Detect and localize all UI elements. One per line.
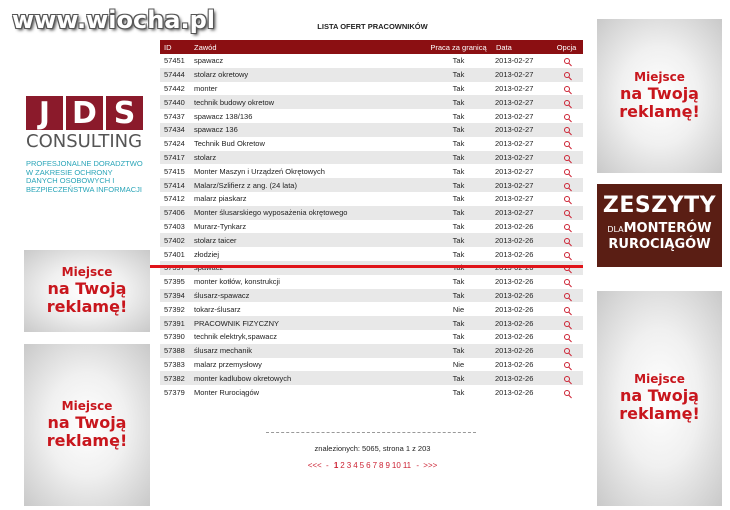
table-row[interactable] — [160, 54, 583, 68]
table-row[interactable] — [160, 206, 583, 220]
cell-option — [550, 222, 583, 231]
cell-job: stolarz — [194, 152, 217, 162]
cell-id: 57392 — [164, 304, 185, 314]
cell-id: 57388 — [164, 346, 185, 356]
cell-abroad: Tak — [452, 373, 465, 383]
magnifier-icon[interactable] — [564, 196, 570, 202]
cell-option — [550, 181, 583, 190]
magnifier-icon[interactable] — [564, 376, 570, 382]
magnifier-icon[interactable] — [564, 307, 570, 313]
table-row[interactable] — [160, 137, 583, 151]
cell-id: 57451 — [164, 56, 185, 66]
ad-text: Miejsce na Twoją reklamę! — [619, 69, 700, 121]
cell-abroad: Tak — [452, 194, 465, 204]
cell-date: 2013-02-27 — [495, 152, 534, 162]
ad-text: Miejsce na Twoją reklamę! — [619, 372, 700, 424]
cell-date: 2013-02-27 — [495, 208, 534, 218]
table-row[interactable] — [160, 123, 583, 137]
pager-dash: - — [416, 461, 420, 470]
cell-date: 2013-02-27 — [495, 111, 534, 121]
cell-job: ślusarz mechanik — [194, 346, 252, 356]
cell-option — [550, 374, 583, 383]
cell-abroad: Tak — [452, 277, 465, 287]
pagination — [160, 461, 585, 470]
pager-page-link[interactable]: 5 — [359, 461, 365, 470]
cell-job: złodziej — [194, 249, 220, 259]
magnifier-icon[interactable] — [564, 321, 570, 327]
cell-id: 57444 — [164, 70, 185, 80]
cell-id: 57440 — [164, 97, 185, 107]
watermark: www.wiocha.pl — [12, 6, 216, 34]
pager-page-link[interactable]: 4 — [353, 461, 358, 470]
results-count: znalezionych: 5065, strona 1 z 203 — [314, 444, 431, 453]
zeszyty-title: ZESZYTY — [602, 193, 717, 218]
cell-job: Monter Rurociągów — [194, 387, 260, 397]
cell-abroad: Tak — [452, 235, 465, 245]
highlight-line — [150, 265, 583, 268]
offers-table — [160, 40, 583, 399]
cell-abroad: Tak — [452, 139, 465, 149]
cell-id: 57382 — [164, 373, 185, 383]
cell-id: 57395 — [164, 277, 185, 287]
jds-consulting-logo[interactable] — [26, 96, 151, 195]
pager-page-link[interactable]: 7 — [372, 461, 378, 470]
magnifier-icon[interactable] — [564, 72, 570, 78]
cell-abroad: Nie — [452, 359, 465, 369]
cell-option — [550, 167, 583, 176]
ad-placeholder-right-1[interactable] — [597, 19, 722, 173]
cell-id: 57434 — [164, 125, 185, 135]
cell-option — [550, 388, 583, 397]
magnifier-icon[interactable] — [564, 169, 570, 175]
cell-job: spawacz — [194, 56, 224, 66]
magnifier-icon[interactable] — [564, 252, 570, 258]
pager-page-link[interactable]: 10 — [391, 461, 401, 470]
cell-id: 57379 — [164, 387, 185, 397]
cell-abroad: Tak — [452, 180, 465, 190]
cell-job: technik elektryk,spawacz — [194, 332, 277, 342]
jds-tagline: PROFESJONALNE DORADZTWO W ZAKRESIE OCHRONY DANYCH OSOBOWYCH I BEZPIECZEŃSTWA INFORMACJI — [26, 159, 143, 194]
cell-abroad: Tak — [452, 346, 465, 356]
cell-option — [550, 236, 583, 245]
cell-job: Murarz-Tynkarz — [194, 221, 247, 231]
cell-abroad: Tak — [452, 290, 465, 300]
magnifier-icon[interactable] — [564, 293, 570, 299]
cell-date: 2013-02-26 — [495, 346, 534, 356]
column-header-date[interactable]: Data — [496, 42, 512, 52]
ad-text: Miejsce na Twoją reklamę! — [46, 398, 128, 450]
cell-id: 57383 — [164, 359, 185, 369]
magnifier-icon[interactable] — [564, 279, 570, 285]
cell-option — [550, 56, 583, 65]
cell-job: monter kadlubow okretowych — [194, 373, 292, 383]
cell-id: 57402 — [164, 235, 185, 245]
table-row[interactable] — [160, 233, 583, 247]
table-row[interactable] — [160, 109, 583, 123]
cell-option — [550, 250, 583, 259]
cell-date: 2013-02-27 — [495, 180, 534, 190]
cell-date: 2013-02-27 — [495, 139, 534, 149]
magnifier-icon[interactable] — [564, 86, 570, 92]
cell-id: 57414 — [164, 180, 185, 190]
pager-page-link[interactable]: 9 — [385, 461, 390, 470]
cell-id: 57417 — [164, 152, 185, 162]
cell-job: PRACOWNIK FIZYCZNY — [194, 318, 280, 328]
magnifier-icon[interactable] — [564, 155, 570, 161]
pager-pages — [333, 461, 412, 470]
ad-placeholder-left-2[interactable] — [24, 344, 150, 506]
cell-id: 57391 — [164, 318, 185, 328]
zeszyty-subtitle-2: RUROCIĄGÓW — [608, 237, 711, 252]
cell-date: 2013-02-26 — [495, 277, 534, 287]
cell-job: stolarz taicer — [194, 235, 237, 245]
cell-option — [550, 139, 583, 148]
cell-id: 57390 — [164, 332, 185, 342]
table-row[interactable] — [160, 358, 583, 372]
pager-current-page[interactable]: 1 — [333, 461, 339, 470]
cell-job: technik budowy okretow — [194, 97, 275, 107]
column-header-job[interactable]: Zawód — [194, 42, 217, 52]
cell-id: 57437 — [164, 111, 185, 121]
magnifier-icon[interactable] — [564, 100, 570, 106]
table-row[interactable] — [160, 151, 583, 165]
cell-job: tokarz-ślusarz — [194, 304, 241, 314]
cell-abroad: Tak — [452, 83, 465, 93]
cell-abroad: Tak — [452, 221, 465, 231]
cell-date: 2013-02-27 — [495, 125, 534, 135]
cell-abroad: Tak — [452, 125, 465, 135]
magnifier-icon[interactable] — [564, 183, 570, 189]
cell-abroad: Tak — [452, 70, 465, 80]
cell-abroad: Tak — [452, 332, 465, 342]
cell-id: 57442 — [164, 83, 185, 93]
cell-date: 2013-02-27 — [495, 194, 534, 204]
table-row[interactable] — [160, 247, 583, 261]
cell-id: 57401 — [164, 249, 185, 259]
cell-job: Monter ślusarskiego wyposażenia okrętowego — [194, 208, 348, 218]
cell-date: 2013-02-26 — [495, 318, 534, 328]
cell-date: 2013-02-27 — [495, 56, 534, 66]
cell-job: ślusarz-spawacz — [194, 290, 250, 300]
table-header — [160, 40, 583, 54]
cell-option — [550, 305, 583, 314]
cell-option — [550, 346, 583, 355]
cell-id: 57406 — [164, 208, 185, 218]
cell-date: 2013-02-27 — [495, 166, 534, 176]
cell-option — [550, 70, 583, 79]
table-row[interactable] — [160, 82, 583, 96]
pager-prev[interactable]: <<< — [307, 461, 322, 470]
cell-abroad: Tak — [452, 152, 465, 162]
cell-id: 57424 — [164, 139, 185, 149]
jds-letter: S — [106, 96, 143, 130]
column-header-option: Opcja — [556, 42, 577, 52]
cell-job: Technik Bud Okretow — [194, 139, 265, 149]
pager-page-link[interactable]: 6 — [366, 461, 371, 470]
pager-dash: - — [325, 461, 329, 470]
table-row[interactable] — [160, 330, 583, 344]
table-row[interactable] — [160, 95, 583, 109]
cell-job: Malarz/Szlifierz z ang. (24 lata) — [194, 180, 297, 190]
cell-id: 57412 — [164, 194, 185, 204]
table-row[interactable] — [160, 220, 583, 234]
jds-consulting-word: CONSULTING — [26, 131, 143, 152]
separator — [266, 432, 476, 433]
column-header-id[interactable]: ID — [164, 42, 172, 52]
magnifier-icon[interactable] — [564, 238, 570, 244]
column-header-abroad[interactable]: Praca za granicą — [430, 42, 487, 52]
cell-job: monter kotłów, konstrukcji — [194, 277, 280, 287]
pager-page-link[interactable]: 11 — [402, 461, 412, 470]
cell-option — [550, 291, 583, 300]
magnifier-icon[interactable] — [564, 224, 570, 230]
cell-option — [550, 194, 583, 203]
cell-job: stolarz okretowy — [194, 70, 249, 80]
cell-option — [550, 360, 583, 369]
jds-letter-boxes — [26, 96, 151, 130]
magnifier-icon[interactable] — [564, 362, 570, 368]
table-row[interactable] — [160, 344, 583, 358]
ad-placeholder-left-1[interactable] — [24, 250, 150, 332]
ad-text: Miejsce na Twoją reklamę! — [46, 264, 128, 316]
cell-date: 2013-02-26 — [495, 373, 534, 383]
magnifier-icon[interactable] — [564, 210, 570, 216]
cell-date: 2013-02-26 — [495, 359, 534, 369]
magnifier-icon[interactable] — [564, 348, 570, 354]
table-row[interactable] — [160, 289, 583, 303]
zeszyty-subtitle: DLAMONTERÓW — [607, 221, 712, 236]
table-row[interactable] — [160, 371, 583, 385]
cell-job: malarz piaskarz — [194, 194, 247, 204]
cell-id: 57415 — [164, 166, 185, 176]
pager-page-link[interactable]: 3 — [346, 461, 352, 470]
cell-abroad: Tak — [452, 387, 465, 397]
cell-option — [550, 153, 583, 162]
cell-job: malarz przemysłowy — [194, 359, 262, 369]
cell-id: 57394 — [164, 290, 185, 300]
cell-option — [550, 98, 583, 107]
cell-date: 2013-02-26 — [495, 221, 534, 231]
jds-letter: D — [66, 96, 103, 130]
cell-option — [550, 277, 583, 286]
magnifier-icon[interactable] — [564, 334, 570, 340]
table-row[interactable] — [160, 178, 583, 192]
cell-date: 2013-02-26 — [495, 387, 534, 397]
table-body — [160, 54, 583, 399]
ad-placeholder-right-2[interactable] — [597, 291, 722, 506]
cell-abroad: Tak — [452, 56, 465, 66]
cell-date: 2013-02-26 — [495, 332, 534, 342]
table-row[interactable] — [160, 316, 583, 330]
cell-option — [550, 84, 583, 93]
cell-job: spawacz 138/136 — [194, 111, 253, 121]
cell-option — [550, 208, 583, 217]
magnifier-icon[interactable] — [564, 141, 570, 147]
table-row[interactable] — [160, 68, 583, 82]
zeszyty-banner[interactable] — [597, 184, 722, 267]
table-row[interactable] — [160, 192, 583, 206]
magnifier-icon[interactable] — [564, 114, 570, 120]
cell-abroad: Tak — [452, 318, 465, 328]
cell-option — [550, 112, 583, 121]
cell-date: 2013-02-27 — [495, 83, 534, 93]
cell-abroad: Tak — [452, 97, 465, 107]
cell-job: Monter Maszyn i Urządzeń Okrętowych — [194, 166, 325, 176]
cell-option — [550, 319, 583, 328]
cell-job: spawacz 136 — [194, 125, 238, 135]
cell-date: 2013-02-26 — [495, 304, 534, 314]
magnifier-icon[interactable] — [564, 58, 570, 64]
magnifier-icon[interactable] — [564, 390, 570, 396]
table-row[interactable] — [160, 275, 583, 289]
cell-option — [550, 332, 583, 341]
table-row[interactable] — [160, 164, 583, 178]
cell-date: 2013-02-26 — [495, 290, 534, 300]
cell-abroad: Tak — [452, 208, 465, 218]
cell-id: 57403 — [164, 221, 185, 231]
cell-option — [550, 125, 583, 134]
cell-date: 2013-02-26 — [495, 235, 534, 245]
pager-page-link[interactable]: 8 — [379, 461, 384, 470]
jds-letter: J — [26, 96, 63, 130]
pager-page-link[interactable]: 2 — [340, 461, 345, 470]
cell-abroad: Nie — [452, 304, 465, 314]
cell-abroad: Tak — [452, 166, 465, 176]
cell-abroad: Tak — [452, 249, 465, 259]
cell-date: 2013-02-27 — [495, 70, 534, 80]
table-row[interactable] — [160, 385, 583, 399]
cell-date: 2013-02-26 — [495, 249, 534, 259]
cell-job: monter — [194, 83, 218, 93]
magnifier-icon[interactable] — [564, 127, 570, 133]
cell-date: 2013-02-27 — [495, 97, 534, 107]
cell-abroad: Tak — [452, 111, 465, 121]
table-row[interactable] — [160, 302, 583, 316]
pager-next[interactable]: >>> — [423, 461, 438, 470]
page-title: LISTA OFERT PRACOWNIKÓW — [317, 22, 428, 31]
